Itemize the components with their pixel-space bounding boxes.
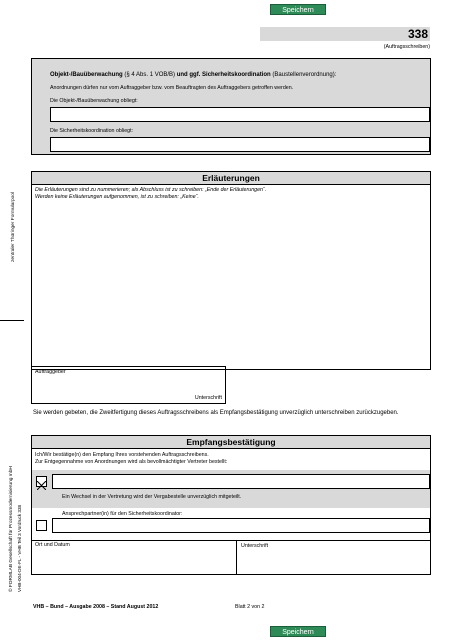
sicherheit-label: Die Sicherheitskoordination obliegt: [50,128,134,134]
empfang-line-1: Ich/Wir bestätige(n) den Empfang Ihres vorstehenden Auftragsschreibens. [35,452,209,458]
objekt-heading [50,71,420,79]
side-label-formularpool: zentraler Thüringer Formularpool [11,191,16,262]
erlaeuterungen-text-2: Werden keine Erläuterungen aufgenommen, ist zu schreiben: „Keine“. [35,194,199,200]
auftraggeber-label: Auftraggeber [35,369,66,375]
ansprech-input[interactable] [52,518,430,533]
form-number-subtitle: (Auftragsschreiben) [383,44,430,50]
side-label-code: VHB-004-DE-FL - VHB Teil 3 Vordruck 338 [17,504,22,592]
ansprech-checkbox[interactable] [36,520,47,531]
objekt-note: Anordnungen dürfen nur vom Auftraggeber bzw. vom Beauftragten des Auftraggebers getroffen werden. [50,85,294,91]
save-button-top[interactable]: Speichern [270,4,326,15]
objekt-heading-normal2: (Baustellenverordnung): [270,72,337,78]
sicherheit-input[interactable] [50,137,430,152]
footer-center: Blatt 2 von 2 [235,604,265,610]
vertreter-input[interactable] [52,474,430,489]
objekt-heading-normal1: (§ 4 Abs. 1 VOB/B) [122,72,177,78]
erlaeuterungen-title: Erläuterungen [32,172,430,185]
ort-datum-label: Ort und Datum [35,542,70,548]
footer-left: VHB – Bund – Ausgabe 2008 – Stand August 2012 [33,604,159,610]
objekt-label: Die Objekt-/Bauüberwachung obliegt: [50,98,138,104]
vertreter-note: Ein Wechsel in der Vertretung wird der Vergabestelle unverzüglich mitgeteilt. [62,494,242,500]
save-button-bottom[interactable]: Speichern [270,626,326,637]
ansprech-label: Ansprechpartner(in) für den Sicherheitskoordinator: [62,511,183,517]
empfang-line-2: Zur Entgegennahme von Anordnungen wird als bevollmächtigter Vertreter bestellt: [35,459,228,465]
objekt-heading-bold2: und ggf. Sicherheitskoordination [176,72,271,78]
auftraggeber-signature-label: Unterschrift [194,395,222,401]
checkmark-x-icon [37,481,46,490]
side-label-copyright: © FORMLAB Gesellschaft für Prozessmodernisierung mbH [9,466,14,592]
empfang-signature-label: Unterschrift [241,543,269,549]
erlaeuterungen-text-1: Die Erläuterungen sind zu nummerieren; als Abschluss ist zu schreiben: „Ende der Erläuterungen“. [35,187,267,193]
form-number: 338 [407,27,428,41]
request-text: Sie werden gebeten, die Zweitfertigung dieses Auftragsschreibens als Empfangsbestätigung unverzüglich unterschreiben zurückzugeben. [33,410,399,416]
side-marker-line [0,320,24,321]
objekt-heading-bold1: Objekt-/Bauüberwachung [50,72,123,78]
vertreter-checkbox[interactable] [36,476,47,487]
erlaeuterungen-input[interactable] [33,203,429,368]
empfang-title: Empfangsbestätigung [32,436,430,449]
objekt-input[interactable] [50,107,430,122]
